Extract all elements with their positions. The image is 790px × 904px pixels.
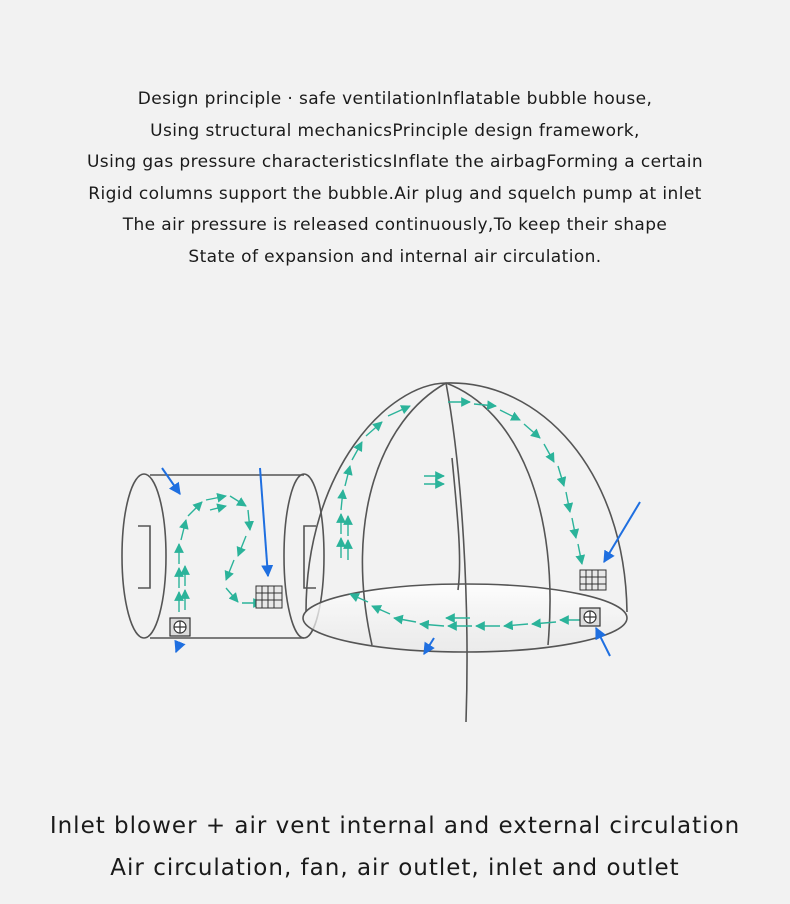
vent-outlet-icon — [580, 608, 600, 626]
tunnel-airflow-arrows — [179, 496, 262, 612]
intro-line: State of expansion and internal air circulation. — [188, 246, 602, 267]
intro-text — [0, 84, 790, 273]
bubble-dome — [303, 383, 627, 722]
entrance-tunnel — [122, 474, 324, 638]
intro-line: The air pressure is released continuously,To keep their shape — [122, 215, 668, 235]
caption-line-2: Air circulation, fan, air outlet, inlet and outlet — [110, 855, 680, 881]
fan-grille-icon — [256, 586, 282, 608]
bubble-house-diagram — [0, 360, 790, 740]
intro-line: Design principle · safe ventilationInflatable bubble house, — [137, 89, 653, 109]
intro-line: Using gas pressure characteristicsInflate the airbagForming a certain — [86, 152, 704, 172]
caption-line-1: Inlet blower + air vent internal and external circulation — [49, 813, 741, 839]
vent-outlet-icon — [170, 618, 190, 636]
intro-line: Rigid columns support the bubble.Air plug and squelch pump at inlet — [88, 183, 702, 204]
intro-line: Using structural mechanicsPrinciple design framework, — [150, 120, 640, 141]
fan-grille-icon — [580, 570, 606, 590]
